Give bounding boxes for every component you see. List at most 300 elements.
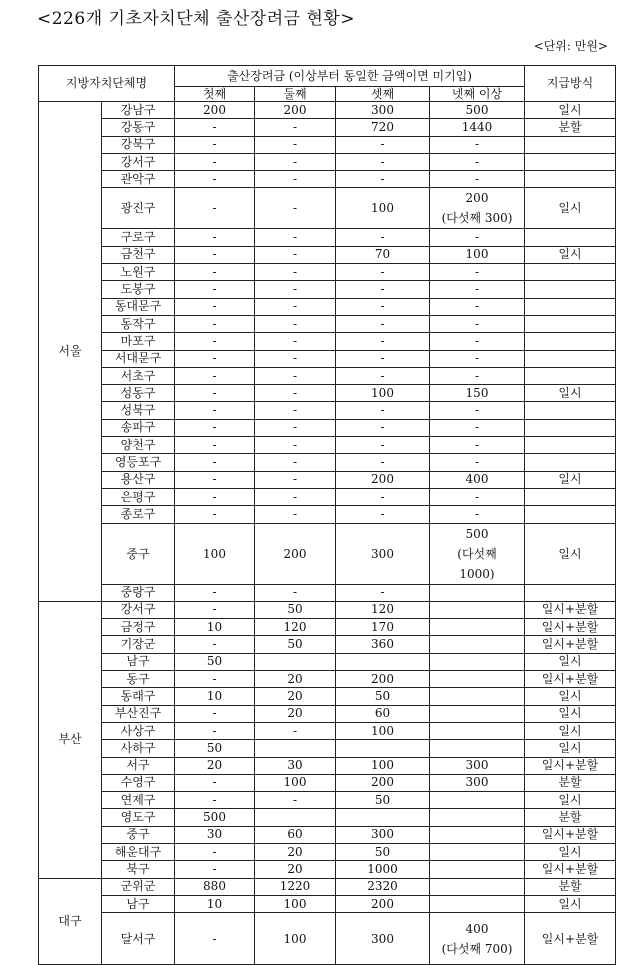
table-row xyxy=(39,385,616,402)
first-child-cell: - xyxy=(175,705,255,722)
district-cell: 도봉구 xyxy=(102,281,175,298)
first-child-cell: - xyxy=(175,385,255,402)
method-cell: 일시 xyxy=(525,792,616,809)
method-cell: 일시+분할 xyxy=(525,913,616,965)
method-cell xyxy=(525,171,616,188)
second-child-cell: - xyxy=(255,281,336,298)
fourth-child-cell xyxy=(430,705,525,722)
method-cell xyxy=(525,584,616,601)
fourth-child-cell: 150 xyxy=(430,385,525,402)
method-cell: 일시 xyxy=(525,188,616,229)
third-child-cell: 200 xyxy=(336,895,430,912)
table-row xyxy=(39,136,616,153)
fourth-child-cell xyxy=(430,601,525,618)
first-child-cell: - xyxy=(175,774,255,791)
method-cell xyxy=(525,229,616,246)
fourth-child-cell xyxy=(430,688,525,705)
table-row xyxy=(39,119,616,136)
first-child-cell: - xyxy=(175,792,255,809)
second-child-cell: 120 xyxy=(255,619,336,636)
first-child-cell: 20 xyxy=(175,757,255,774)
second-child-cell: 100 xyxy=(255,895,336,912)
fourth-child-cell: 1440 xyxy=(430,119,525,136)
second-child-cell: - xyxy=(255,264,336,281)
fourth-child-cell: - xyxy=(430,506,525,523)
second-child-cell: 100 xyxy=(255,774,336,791)
second-child-cell xyxy=(255,809,336,826)
first-child-cell: 200 xyxy=(175,102,255,119)
method-cell xyxy=(525,506,616,523)
third-child-cell: - xyxy=(336,488,430,505)
first-child-cell: - xyxy=(175,843,255,860)
fourth-child-cell: 500 (다섯째 1000) xyxy=(430,523,525,584)
fourth-child-cell: 200 (다섯째 300) xyxy=(430,188,525,229)
table-row xyxy=(39,333,616,350)
second-child-cell: - xyxy=(255,385,336,402)
third-child-cell: - xyxy=(336,153,430,170)
fourth-child-cell: - xyxy=(430,264,525,281)
fourth-child-cell: 400 xyxy=(430,471,525,488)
third-child-cell: 200 xyxy=(336,671,430,688)
first-child-cell: - xyxy=(175,584,255,601)
district-cell: 강서구 xyxy=(102,601,175,618)
fourth-child-cell: 500 xyxy=(430,102,525,119)
method-cell: 분할 xyxy=(525,809,616,826)
table-row xyxy=(39,809,616,826)
method-cell xyxy=(525,488,616,505)
fourth-child-cell xyxy=(430,843,525,860)
table-row xyxy=(39,454,616,471)
district-cell: 중랑구 xyxy=(102,584,175,601)
table-row xyxy=(39,584,616,601)
header-amount-group: 출산장려금 (이상부터 동일한 금액이면 미기입) xyxy=(175,66,525,87)
second-child-cell: - xyxy=(255,136,336,153)
third-child-cell: 70 xyxy=(336,246,430,263)
method-cell xyxy=(525,437,616,454)
fourth-child-cell: - xyxy=(430,367,525,384)
third-child-cell: - xyxy=(336,171,430,188)
fourth-child-cell: - xyxy=(430,488,525,505)
second-child-cell: - xyxy=(255,171,336,188)
district-cell: 남구 xyxy=(102,653,175,670)
second-child-cell: 200 xyxy=(255,523,336,584)
third-child-cell: 200 xyxy=(336,471,430,488)
fourth-child-cell: 300 xyxy=(430,757,525,774)
fourth-child-cell xyxy=(430,809,525,826)
third-child-cell: - xyxy=(336,264,430,281)
fourth-child-cell xyxy=(430,895,525,912)
method-cell: 일시+분할 xyxy=(525,619,616,636)
table-row xyxy=(39,619,616,636)
header-method: 지급방식 xyxy=(525,66,616,102)
third-child-cell: - xyxy=(336,229,430,246)
third-child-cell: - xyxy=(336,419,430,436)
district-cell: 강서구 xyxy=(102,153,175,170)
method-cell: 일시 xyxy=(525,688,616,705)
table-row xyxy=(39,350,616,367)
district-cell: 동구 xyxy=(102,671,175,688)
header-region: 지방자치단체명 xyxy=(39,66,175,102)
method-cell: 일시+분할 xyxy=(525,826,616,843)
second-child-cell: - xyxy=(255,229,336,246)
table-row xyxy=(39,229,616,246)
fourth-child-cell xyxy=(430,792,525,809)
first-child-cell: - xyxy=(175,471,255,488)
third-child-cell: 300 xyxy=(336,523,430,584)
district-cell: 금정구 xyxy=(102,619,175,636)
method-cell xyxy=(525,367,616,384)
region-cell: 부산 xyxy=(39,601,102,878)
district-cell: 강북구 xyxy=(102,136,175,153)
fourth-child-cell: - xyxy=(430,153,525,170)
first-child-cell: - xyxy=(175,367,255,384)
table-row xyxy=(39,636,616,653)
first-child-cell: - xyxy=(175,246,255,263)
table-row xyxy=(39,895,616,912)
district-cell: 영등포구 xyxy=(102,454,175,471)
third-child-cell: 300 xyxy=(336,102,430,119)
second-child-cell: - xyxy=(255,315,336,332)
district-cell: 수영구 xyxy=(102,774,175,791)
table-row xyxy=(39,792,616,809)
district-cell: 관악구 xyxy=(102,171,175,188)
district-cell: 부산진구 xyxy=(102,705,175,722)
fourth-child-cell: - xyxy=(430,171,525,188)
first-child-cell: - xyxy=(175,636,255,653)
district-cell: 서대문구 xyxy=(102,350,175,367)
fourth-child-cell xyxy=(430,740,525,757)
method-cell: 일시 xyxy=(525,740,616,757)
method-cell: 일시 xyxy=(525,653,616,670)
fourth-child-cell: - xyxy=(430,454,525,471)
method-cell: 일시 xyxy=(525,895,616,912)
fourth-child-cell: - xyxy=(430,350,525,367)
second-child-cell: 50 xyxy=(255,601,336,618)
second-child-cell: - xyxy=(255,367,336,384)
fourth-child-cell: - xyxy=(430,298,525,315)
table-row xyxy=(39,281,616,298)
district-cell: 강동구 xyxy=(102,119,175,136)
first-child-cell: 10 xyxy=(175,895,255,912)
first-child-cell: 50 xyxy=(175,740,255,757)
third-child-cell xyxy=(336,740,430,757)
district-cell: 군위군 xyxy=(102,878,175,895)
district-cell: 중구 xyxy=(102,826,175,843)
third-child-cell: 50 xyxy=(336,843,430,860)
table-row xyxy=(39,601,616,618)
method-cell: 일시 xyxy=(525,722,616,739)
first-child-cell: - xyxy=(175,437,255,454)
second-child-cell: 20 xyxy=(255,861,336,878)
second-child-cell: - xyxy=(255,437,336,454)
method-cell: 분할 xyxy=(525,774,616,791)
second-child-cell: 50 xyxy=(255,636,336,653)
second-child-cell: - xyxy=(255,402,336,419)
third-child-cell: 300 xyxy=(336,826,430,843)
third-child-cell: 200 xyxy=(336,774,430,791)
method-cell xyxy=(525,281,616,298)
first-child-cell: - xyxy=(175,229,255,246)
first-child-cell: - xyxy=(175,171,255,188)
third-child-cell: - xyxy=(336,298,430,315)
first-child-cell: - xyxy=(175,315,255,332)
fourth-child-cell xyxy=(430,584,525,601)
first-child-cell: - xyxy=(175,454,255,471)
table-row xyxy=(39,188,616,229)
district-cell: 금천구 xyxy=(102,246,175,263)
fourth-child-cell: 100 xyxy=(430,246,525,263)
district-cell: 양천구 xyxy=(102,437,175,454)
table-row xyxy=(39,419,616,436)
method-cell: 일시+분할 xyxy=(525,757,616,774)
second-child-cell: - xyxy=(255,188,336,229)
second-child-cell: 20 xyxy=(255,688,336,705)
fourth-child-cell: - xyxy=(430,419,525,436)
third-child-cell: - xyxy=(336,402,430,419)
table-row xyxy=(39,506,616,523)
fourth-child-cell: - xyxy=(430,229,525,246)
first-child-cell: - xyxy=(175,671,255,688)
first-child-cell: - xyxy=(175,264,255,281)
fourth-child-cell: - xyxy=(430,136,525,153)
table-row xyxy=(39,102,616,119)
first-child-cell: - xyxy=(175,419,255,436)
first-child-cell: 500 xyxy=(175,809,255,826)
method-cell xyxy=(525,264,616,281)
first-child-cell: - xyxy=(175,188,255,229)
method-cell xyxy=(525,419,616,436)
table-row xyxy=(39,861,616,878)
table-row xyxy=(39,488,616,505)
fourth-child-cell xyxy=(430,653,525,670)
third-child-cell: 1000 xyxy=(336,861,430,878)
second-child-cell: - xyxy=(255,333,336,350)
district-cell: 사상구 xyxy=(102,722,175,739)
third-child-cell: - xyxy=(336,136,430,153)
third-child-cell: 170 xyxy=(336,619,430,636)
table-row xyxy=(39,653,616,670)
second-child-cell: - xyxy=(255,488,336,505)
second-child-cell: 30 xyxy=(255,757,336,774)
second-child-cell: - xyxy=(255,153,336,170)
method-cell: 일시+분할 xyxy=(525,601,616,618)
second-child-cell: - xyxy=(255,792,336,809)
first-child-cell: - xyxy=(175,506,255,523)
third-child-cell: 100 xyxy=(336,722,430,739)
fourth-child-cell xyxy=(430,861,525,878)
method-cell: 일시 xyxy=(525,705,616,722)
third-child-cell: 720 xyxy=(336,119,430,136)
fourth-child-cell: - xyxy=(430,281,525,298)
table-row xyxy=(39,171,616,188)
first-child-cell: - xyxy=(175,350,255,367)
table-row xyxy=(39,246,616,263)
table-row xyxy=(39,774,616,791)
second-child-cell: 20 xyxy=(255,705,336,722)
third-child-cell: 360 xyxy=(336,636,430,653)
fourth-child-cell: - xyxy=(430,315,525,332)
district-cell: 서초구 xyxy=(102,367,175,384)
district-cell: 광진구 xyxy=(102,188,175,229)
table-body xyxy=(39,102,616,965)
table-row xyxy=(39,523,616,584)
first-child-cell: - xyxy=(175,488,255,505)
second-child-cell: - xyxy=(255,298,336,315)
district-cell: 중구 xyxy=(102,523,175,584)
first-child-cell: 10 xyxy=(175,619,255,636)
third-child-cell: - xyxy=(336,584,430,601)
district-cell: 성북구 xyxy=(102,402,175,419)
second-child-cell: 20 xyxy=(255,843,336,860)
table-row xyxy=(39,826,616,843)
first-child-cell: - xyxy=(175,601,255,618)
first-child-cell: 100 xyxy=(175,523,255,584)
second-child-cell: - xyxy=(255,419,336,436)
table-row xyxy=(39,437,616,454)
second-child-cell: - xyxy=(255,454,336,471)
first-child-cell: 880 xyxy=(175,878,255,895)
table-row xyxy=(39,298,616,315)
unit-label: <단위: 만원> xyxy=(533,39,608,53)
district-cell: 북구 xyxy=(102,861,175,878)
first-child-cell: - xyxy=(175,153,255,170)
table-row xyxy=(39,471,616,488)
district-cell: 은평구 xyxy=(102,488,175,505)
method-cell: 일시+분할 xyxy=(525,861,616,878)
third-child-cell: 50 xyxy=(336,688,430,705)
district-cell: 사하구 xyxy=(102,740,175,757)
method-cell: 분할 xyxy=(525,119,616,136)
fourth-child-cell xyxy=(430,619,525,636)
fourth-child-cell: 300 xyxy=(430,774,525,791)
third-child-cell: 100 xyxy=(336,385,430,402)
table-row xyxy=(39,671,616,688)
method-cell: 일시 xyxy=(525,843,616,860)
method-cell: 일시+분할 xyxy=(525,671,616,688)
second-child-cell: - xyxy=(255,246,336,263)
second-child-cell: - xyxy=(255,471,336,488)
fourth-child-cell: - xyxy=(430,333,525,350)
third-child-cell: 100 xyxy=(336,757,430,774)
table-row xyxy=(39,843,616,860)
district-cell: 용산구 xyxy=(102,471,175,488)
third-child-cell: 120 xyxy=(336,601,430,618)
method-cell: 일시 xyxy=(525,523,616,584)
fourth-child-cell xyxy=(430,878,525,895)
second-child-cell: - xyxy=(255,722,336,739)
district-cell: 동작구 xyxy=(102,315,175,332)
first-child-cell: - xyxy=(175,913,255,965)
first-child-cell: - xyxy=(175,281,255,298)
third-child-cell: 100 xyxy=(336,188,430,229)
district-cell: 노원구 xyxy=(102,264,175,281)
table-row xyxy=(39,705,616,722)
third-child-cell: 300 xyxy=(336,913,430,965)
district-cell: 서구 xyxy=(102,757,175,774)
district-cell: 영도구 xyxy=(102,809,175,826)
third-child-cell: 2320 xyxy=(336,878,430,895)
fourth-child-cell xyxy=(430,722,525,739)
method-cell xyxy=(525,153,616,170)
table-row xyxy=(39,367,616,384)
district-cell: 동대문구 xyxy=(102,298,175,315)
method-cell xyxy=(525,402,616,419)
first-child-cell: - xyxy=(175,298,255,315)
second-child-cell: - xyxy=(255,350,336,367)
first-child-cell: - xyxy=(175,722,255,739)
fourth-child-cell xyxy=(430,671,525,688)
table-row xyxy=(39,740,616,757)
region-cell: 서울 xyxy=(39,102,102,602)
method-cell: 일시+분할 xyxy=(525,636,616,653)
district-cell: 성동구 xyxy=(102,385,175,402)
district-cell: 해운대구 xyxy=(102,843,175,860)
header-second: 둘째 xyxy=(255,87,336,102)
third-child-cell: - xyxy=(336,350,430,367)
third-child-cell: - xyxy=(336,437,430,454)
page-title: <226개 기초자치단체 출산장려금 현황> xyxy=(37,9,356,29)
first-child-cell: 50 xyxy=(175,653,255,670)
district-cell: 연제구 xyxy=(102,792,175,809)
third-child-cell: - xyxy=(336,506,430,523)
second-child-cell xyxy=(255,740,336,757)
district-cell: 송파구 xyxy=(102,419,175,436)
table-row xyxy=(39,757,616,774)
table-row xyxy=(39,878,616,895)
district-cell: 강남구 xyxy=(102,102,175,119)
third-child-cell: 50 xyxy=(336,792,430,809)
first-child-cell: - xyxy=(175,402,255,419)
table-row xyxy=(39,264,616,281)
second-child-cell: 20 xyxy=(255,671,336,688)
second-child-cell: - xyxy=(255,119,336,136)
second-child-cell: 60 xyxy=(255,826,336,843)
table-row xyxy=(39,153,616,170)
third-child-cell: - xyxy=(336,333,430,350)
third-child-cell xyxy=(336,653,430,670)
method-cell xyxy=(525,298,616,315)
method-cell xyxy=(525,333,616,350)
table-row xyxy=(39,688,616,705)
first-child-cell: 10 xyxy=(175,688,255,705)
header-fourth: 넷째 이상 xyxy=(430,87,525,102)
second-child-cell: 100 xyxy=(255,913,336,965)
district-cell: 달서구 xyxy=(102,913,175,965)
fourth-child-cell: 400 (다섯째 700) xyxy=(430,913,525,965)
district-cell: 남구 xyxy=(102,895,175,912)
table-row xyxy=(39,315,616,332)
method-cell xyxy=(525,350,616,367)
table-row xyxy=(39,722,616,739)
table-row xyxy=(39,402,616,419)
header-third: 셋째 xyxy=(336,87,430,102)
first-child-cell: - xyxy=(175,136,255,153)
second-child-cell: - xyxy=(255,506,336,523)
district-cell: 종로구 xyxy=(102,506,175,523)
method-cell: 일시 xyxy=(525,385,616,402)
district-cell: 마포구 xyxy=(102,333,175,350)
first-child-cell: - xyxy=(175,119,255,136)
first-child-cell: - xyxy=(175,861,255,878)
second-child-cell: 1220 xyxy=(255,878,336,895)
method-cell xyxy=(525,315,616,332)
second-child-cell xyxy=(255,653,336,670)
second-child-cell: - xyxy=(255,584,336,601)
subsidy-table xyxy=(38,65,616,965)
method-cell: 일시 xyxy=(525,246,616,263)
method-cell xyxy=(525,454,616,471)
method-cell: 일시 xyxy=(525,102,616,119)
